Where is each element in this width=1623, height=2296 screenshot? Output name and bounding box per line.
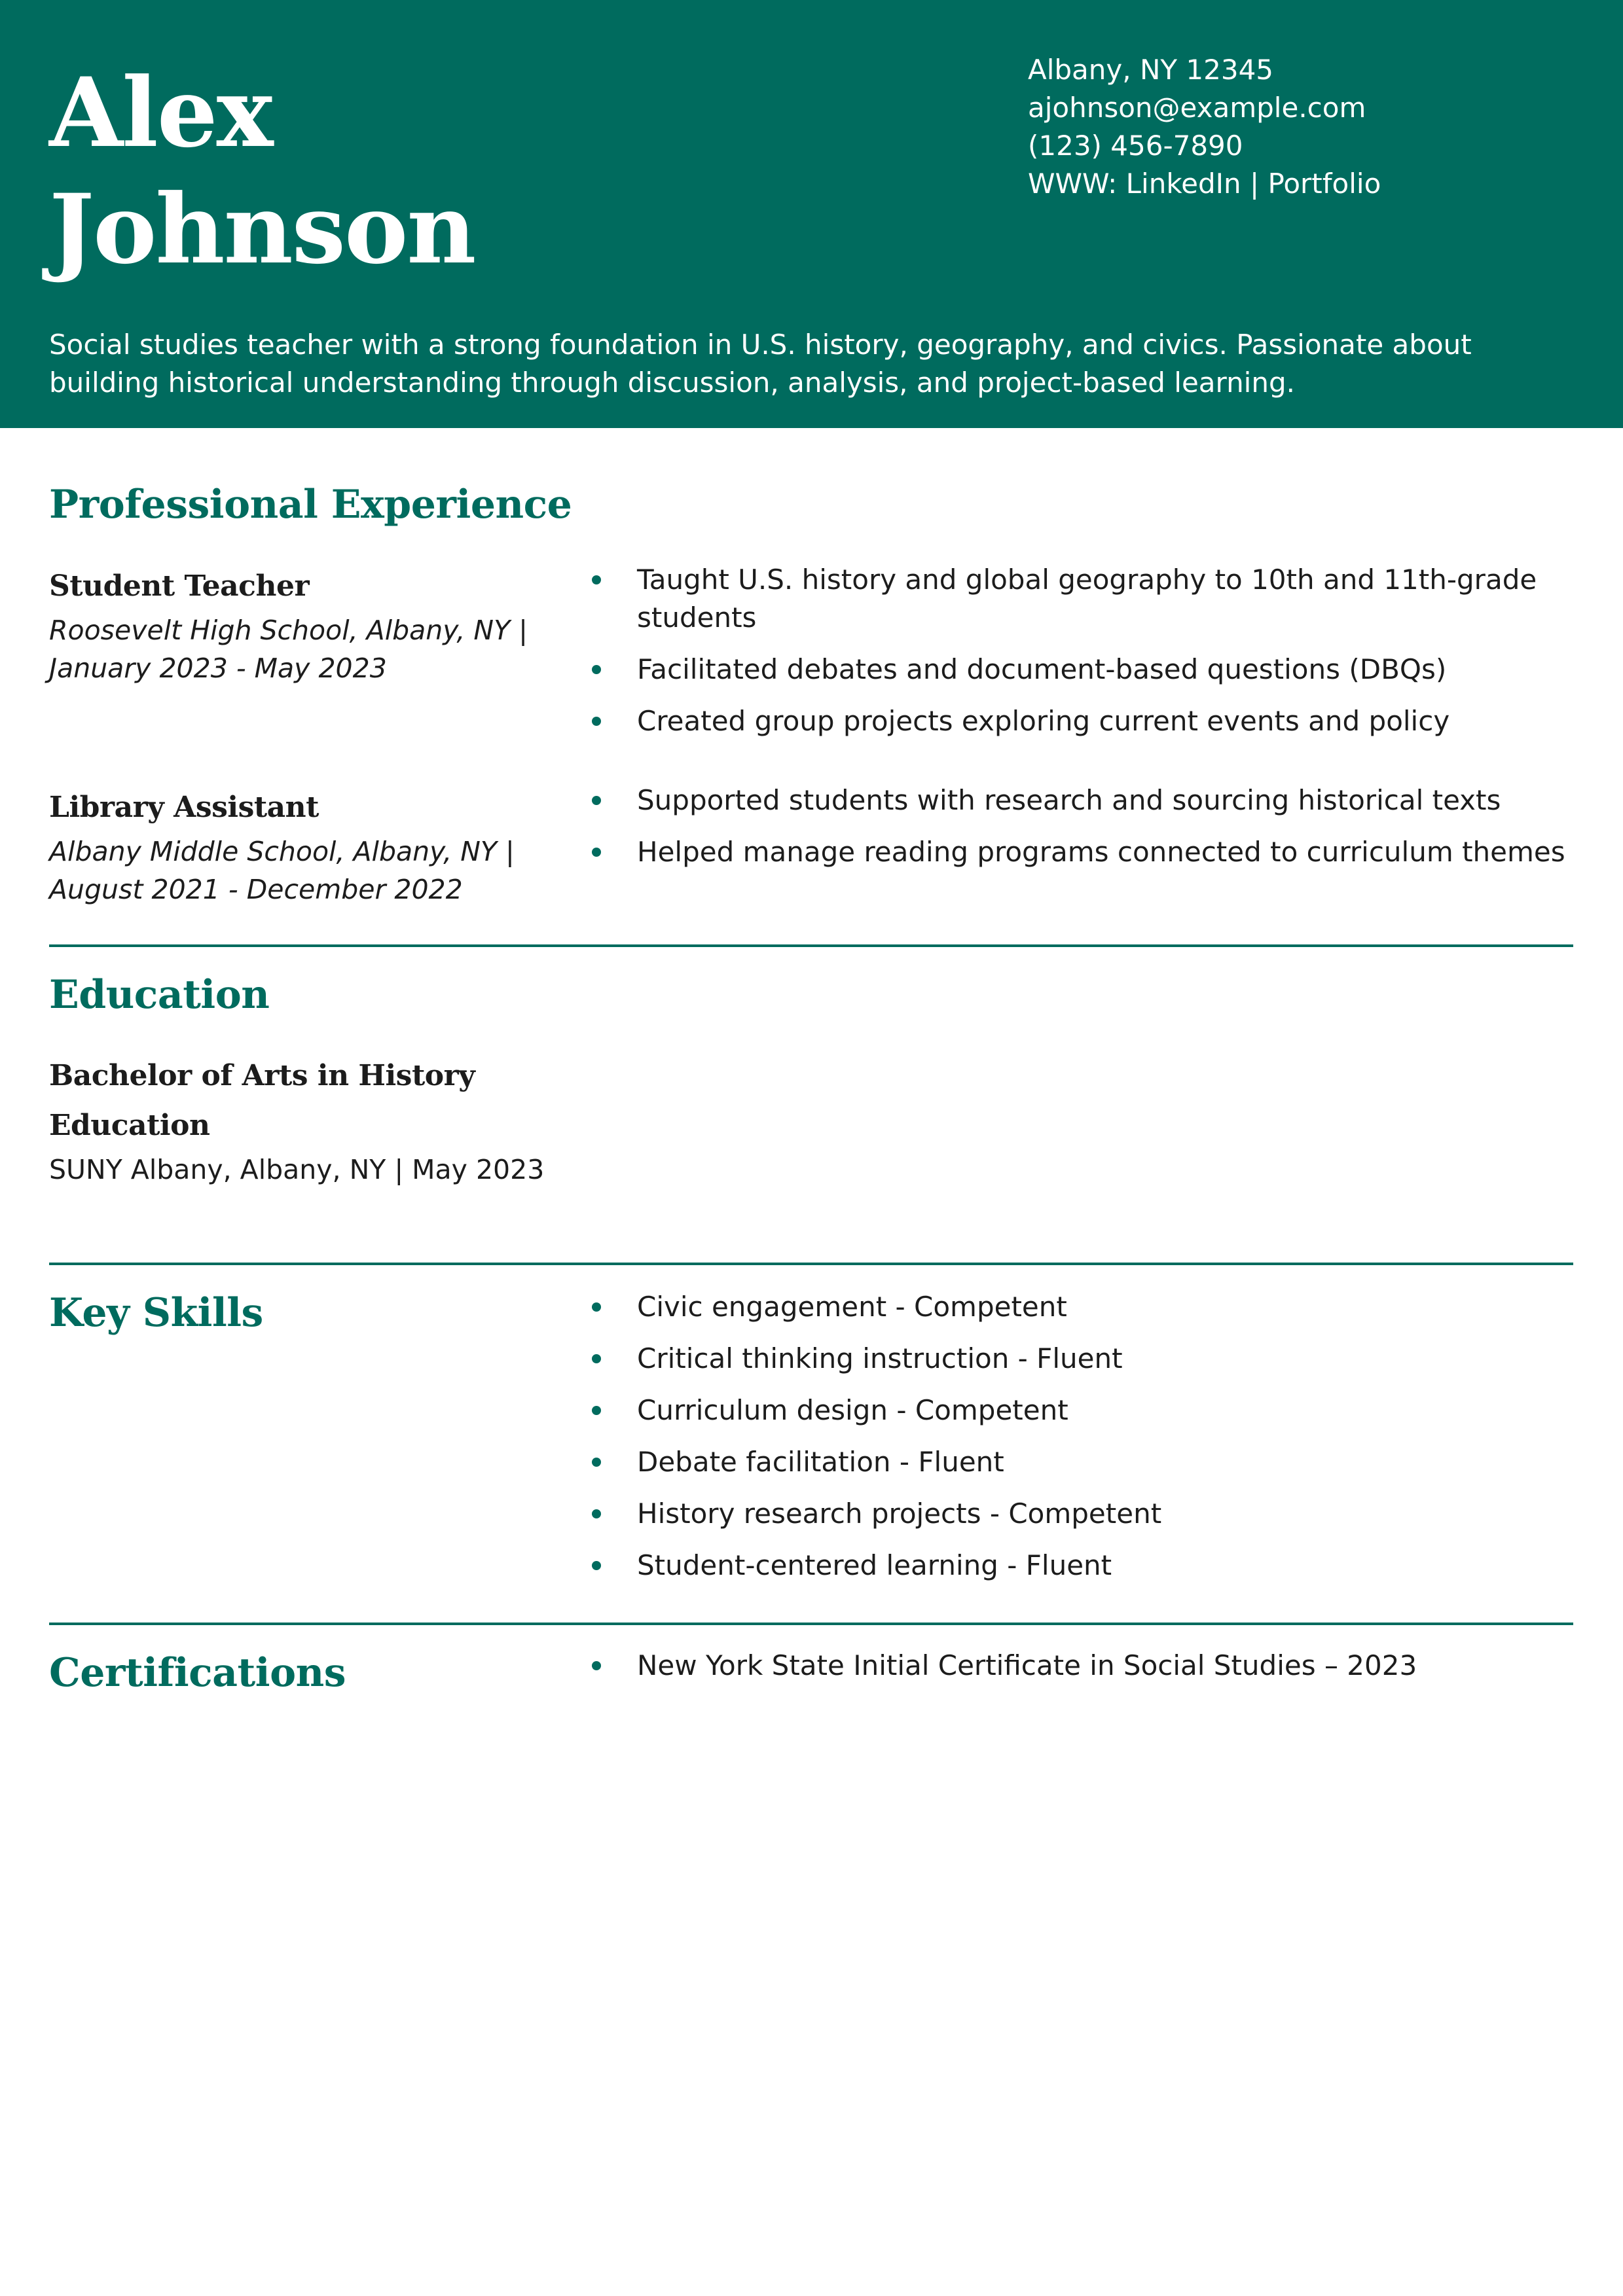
- job-meta: Roosevelt High School, Albany, NY | January 2023 - May 2023: [49, 615, 528, 684]
- list-item: History research projects - Competent: [589, 1495, 1584, 1533]
- first-name: Alex: [49, 57, 272, 169]
- list-item: New York State Initial Certificate in Social Studies – 2023: [589, 1647, 1584, 1685]
- contact-email[interactable]: ajohnson@example.com: [1028, 92, 1366, 124]
- bullet-dot-icon: [592, 665, 601, 674]
- contact-phone[interactable]: (123) 456-7890: [1028, 130, 1243, 162]
- bullet-dot-icon: [592, 1509, 601, 1518]
- job-entry-library-assistant: [49, 783, 560, 908]
- list-item: Facilitated debates and document-based questions (DBQs): [589, 651, 1584, 689]
- bullet-dot-icon: [592, 1661, 601, 1670]
- list-item: Created group projects exploring current events and policy: [589, 702, 1584, 740]
- candidate-name: [49, 55, 638, 288]
- job-entry-student-teacher: [49, 562, 560, 687]
- contact-web-links[interactable]: WWW: LinkedIn | Portfolio: [1028, 168, 1381, 200]
- header-banner: [0, 0, 1623, 428]
- bullet-dot-icon: [592, 717, 601, 726]
- bullet-dot-icon: [592, 1354, 601, 1363]
- education-heading: Education: [49, 972, 270, 1018]
- degree-title: Bachelor of Arts in History Education: [49, 1059, 475, 1142]
- certifications-list: [589, 1647, 1584, 1698]
- list-item: Critical thinking instruction - Fluent: [589, 1340, 1584, 1378]
- bullet-dot-icon: [592, 575, 601, 584]
- bullet-dot-icon: [592, 1458, 601, 1467]
- list-item: Helped manage reading programs connected to curriculum themes: [589, 833, 1584, 871]
- list-item: Curriculum design - Competent: [589, 1391, 1584, 1429]
- job-bullets-student-teacher: [589, 561, 1584, 754]
- list-item: Debate facilitation - Fluent: [589, 1443, 1584, 1481]
- job-title: Library Assistant: [49, 791, 319, 824]
- bullet-dot-icon: [592, 1406, 601, 1415]
- bullet-dot-icon: [592, 1561, 601, 1570]
- education-meta: SUNY Albany, Albany, NY | May 2023: [49, 1154, 545, 1185]
- section-divider: [49, 1623, 1573, 1625]
- job-meta: Albany Middle School, Albany, NY | August 2021 - December 2022: [49, 836, 515, 905]
- skills-list: [589, 1288, 1584, 1598]
- list-item: Student-centered learning - Fluent: [589, 1547, 1584, 1585]
- experience-heading: Professional Experience: [49, 482, 572, 528]
- profile-summary: Social studies teacher with a strong foundation in U.S. history, geography, and civics. Passionate about building historical understanding through discussion, analysis, and project-based learning.: [49, 329, 1472, 399]
- list-item: Taught U.S. history and global geography to 10th and 11th-grade students: [589, 561, 1584, 637]
- bullet-dot-icon: [592, 848, 601, 857]
- certifications-heading: Certifications: [49, 1650, 346, 1696]
- job-title: Student Teacher: [49, 569, 310, 603]
- bullet-dot-icon: [592, 796, 601, 805]
- list-item: Civic engagement - Competent: [589, 1288, 1584, 1326]
- bullet-dot-icon: [592, 1302, 601, 1312]
- contact-info: [1028, 51, 1591, 203]
- section-divider: [49, 1263, 1573, 1265]
- list-item: Supported students with research and sourcing historical texts: [589, 781, 1584, 819]
- section-divider: [49, 944, 1573, 947]
- job-bullets-library-assistant: [589, 781, 1584, 885]
- last-name: Johnson: [49, 173, 475, 285]
- skills-heading: Key Skills: [49, 1290, 263, 1336]
- contact-location: Albany, NY 12345: [1028, 54, 1274, 86]
- education-entry: [49, 1051, 560, 1189]
